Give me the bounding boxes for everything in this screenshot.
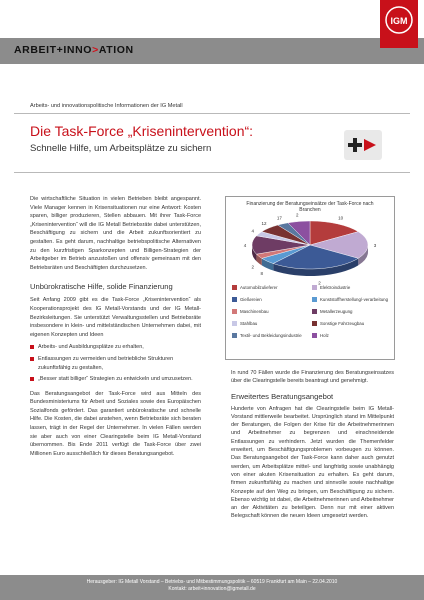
- legend-label: Kunststoffherstellung/-verarbeitung: [320, 297, 389, 302]
- legend-item: [312, 285, 350, 292]
- legend-label: Holz: [320, 333, 329, 338]
- footer: [0, 575, 424, 600]
- pie-data-label: 17: [276, 215, 282, 221]
- pie-data-label: 10: [338, 215, 344, 221]
- pie-data-label: 2: [296, 212, 299, 218]
- pie-data-label: 2: [318, 280, 321, 286]
- right-paragraph: In rund 70 Fällen wurde die Finanzierung des Beratungseinsatzes über die Clearingstelle bereits beantragt und genehmigt.: [231, 370, 394, 385]
- legend-item: [232, 285, 278, 292]
- bullet-icon: [30, 345, 34, 349]
- legend-label: Gießereien: [240, 297, 262, 302]
- list-item: Arbeits- und Ausbildungsplätze zu erhalten,: [30, 343, 201, 352]
- section-paragraph: Seit Anfang 2009 gibt es die Task-Force „Krisenintervention“ als Kooperationsprojekt des IG Metall-Vorstands und der IG Metall-Bezirksleitungen. Sie unterstützt Verwaltungsstellen und Betriebsräte insbesondere in klein- und mittelständischen Unternehmen dabei, mit eigenen Konzepten und Ideen: [30, 297, 201, 338]
- legend-item: [232, 297, 262, 304]
- pie-data-label: 4: [251, 228, 254, 234]
- publication-subline: Arbeits- und innovationspolitische Informationen der IG Metall: [30, 103, 183, 109]
- page-subtitle: Schnelle Hilfe, um Arbeitsplätze zu sichern: [30, 143, 212, 154]
- left-column: [30, 195, 201, 458]
- legend-swatch: [312, 321, 317, 326]
- divider: [14, 172, 410, 173]
- legend-label: Automobilzulieferer: [240, 285, 278, 290]
- legend-swatch: [232, 333, 237, 338]
- list-item: „Besser statt billiger“ Strategien zu entwickeln und umzusetzen.: [30, 375, 201, 384]
- pie-data-label: 3: [373, 243, 377, 248]
- legend-item: [232, 321, 257, 328]
- legend-swatch: [232, 297, 237, 302]
- ig-metall-logo: [380, 0, 418, 48]
- pie-data-label: 12: [261, 221, 267, 227]
- pie-chart-svg: [226, 211, 394, 291]
- bullet-list: [30, 343, 201, 383]
- legend-item: [312, 333, 329, 340]
- legend-swatch: [232, 321, 237, 326]
- pie-data-label: 2: [251, 264, 254, 270]
- legend-item: [232, 333, 302, 340]
- legend-swatch: [232, 309, 237, 314]
- pie-chart: [225, 196, 395, 360]
- legend-swatch: [312, 297, 317, 302]
- intro-paragraph: Die wirtschaftliche Situation in vielen Betrieben bleibt angespannt. Viele Manager kennen in Krisensituationen nur eine Antwort: Kosten sparen, billiger produzieren, Stellen abbauen. Mit ihrer Task-Force „Krisenintervention“ will die IG Metall Betriebsräte dabei unterstützen, Beschäftigung zu sichern und die Arbeit zukunftsorientiert zu gestalten. Es geht darum, nachhaltige betriebspolitische Alternativen zu den kurzfristigen Sparkonzepten und Billigen-Strategien der Arbeitgeber im Betrieb anzustoßen und offensiv gemeinsam mit den Betriebsräten und Beschäftigten durchzusetzen.: [30, 196, 201, 271]
- bullet-icon: [30, 357, 34, 361]
- svg-text:IGM: IGM: [390, 16, 408, 26]
- right-column: [231, 369, 394, 521]
- legend-label: Stahlbau: [240, 321, 258, 326]
- footer-publisher: Herausgeber: IG Metall Vorstand – Betriebs- und Mitbestimmungspolitik – 60519 Frankfurt am Main – 22.04.2010: [86, 579, 338, 585]
- pie-data-label: 8: [260, 270, 264, 276]
- chart-title: Finanzierung der Beratungseinsätze der Task-Force nach Branchen: [246, 201, 374, 213]
- section-heading: Erweitertes Beratungsangebot: [231, 391, 334, 401]
- list-item: Entlassungen zu vermeiden und betriebliche Strukturen zukunftsfähig zu gestalten,: [30, 355, 201, 372]
- legend-label: Elektroindustrie: [320, 285, 351, 290]
- footer-contact: Kontakt: arbeit+innovation@igmetall.de: [168, 586, 256, 592]
- legend-label: Textil- und Bekleidungsindustrie: [240, 333, 302, 338]
- legend-swatch: [312, 333, 317, 338]
- legend-item: [312, 321, 364, 328]
- right-paragraph: Hunderte von Anfragen hat die Clearingstelle beim IG Metall-Vorstand mittlerweile bearbeitet. Ursprünglich stand im Mittelpunkt der Beratungen, die Folgen der Krise für die Arbeitnehmerinnen und Arbeitnehmer zu begrenzen und einschneidende Entlassungen zu verhindern. Jetzt wurden die Themenfelder erweitert, um Beschäftigungsproblemen vorbeugen zu können. Das Beratungsangebot der Task-Force kann daher auch genutzt werden, um Arbeitsplätze mittel- und langfristig sowie unabhängig von einer akuten Krisensituation zu erhalten. Es geht darum, firmen zukunftsfähig zu machen und sinnvolle sowie nachhaltige Konzepte auf den Weg zu bringen, um Beschäftigung zu sichern. Ebenso wichtig ist dabei, die Arbeitnehmerinnen und Arbeitnehmer an der Aktivitäten zu beteiligen. Denn nur mit einer aktiven Belegschaft können die neuen Ideen umgesetzt werden.: [231, 405, 394, 520]
- legend-swatch: [312, 309, 317, 314]
- brand-logo-text: ARBEIT+INNO>ATION: [14, 44, 134, 56]
- pie-data-label: 4: [243, 243, 247, 248]
- legend-item: [312, 309, 352, 316]
- divider: [14, 113, 410, 114]
- legend-item: [232, 309, 269, 316]
- bullet-icon: [30, 377, 34, 381]
- page-title: Die Task-Force „Krisenintervention“:: [30, 123, 254, 139]
- legend-label: Metallerzeugung: [320, 309, 353, 314]
- legend-label: Maschinenbau: [240, 309, 269, 314]
- section-paragraph: Das Beratungsangebot der Task-Force wird aus Mitteln des Bundesministeriums für Arbeit und Soziales sowie des Europäischen Sozialfonds gefördert. Das garantiert unbürokratische und schnelle Hilfe. Die Kosten, die dabei anstehen, wenn Betriebsräte sich beraten lassen, trägt in der Regel der Unternehmer. In vielen Fällen werden sie aber auch von einer Clearingstelle beim IG Metall-Vorstand übernommen. Bis Ende 2011 verfügt die Task-Force über zwei Millionen Euro ausschließlich für dieses Beratungsangebot.: [30, 390, 201, 457]
- plus-arrow-icon: [344, 130, 382, 160]
- legend-swatch: [232, 285, 237, 290]
- legend-label: Sonstige Fahrzeugbau: [320, 321, 365, 326]
- legend-swatch: [312, 285, 317, 290]
- legend-item: [312, 297, 388, 304]
- section-heading: Unbürokratische Hilfe, solide Finanzierung: [30, 282, 173, 292]
